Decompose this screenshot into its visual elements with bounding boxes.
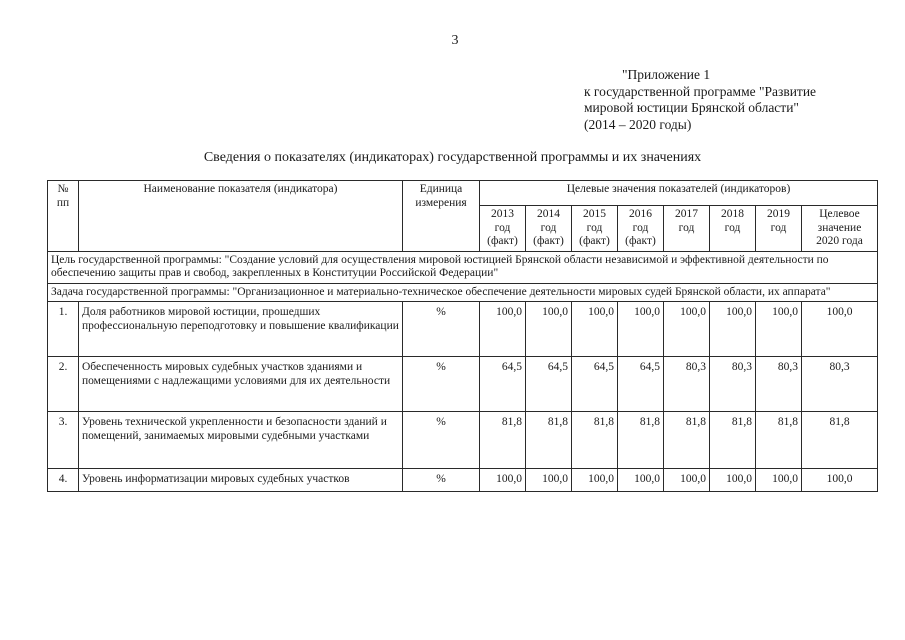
value-2018: 80,3 — [710, 357, 756, 412]
program-task: Задача государственной программы: "Организационное и материально-техническое обеспечение деятельности мировых судей Брянской области, их аппарата" — [48, 283, 878, 302]
header-target-2020 — [802, 206, 878, 252]
value-2016: 100,0 — [618, 469, 664, 492]
value-2019: 80,3 — [756, 357, 802, 412]
year-note: (факт) — [533, 235, 564, 247]
year-note: (факт) — [487, 235, 518, 247]
year-label: 2019 — [767, 208, 790, 220]
value-2018: 100,0 — [710, 469, 756, 492]
header-num: № пп — [48, 181, 79, 252]
value-2015: 81,8 — [572, 412, 618, 469]
appendix-line-3: мировой юстиции Брянской области" — [584, 100, 799, 115]
header-year-2015 — [572, 206, 618, 252]
value-target-2020: 80,3 — [802, 357, 878, 412]
indicator-unit: % — [403, 357, 480, 412]
value-2017: 80,3 — [664, 357, 710, 412]
header-row-1 — [48, 181, 878, 206]
indicator-unit: % — [403, 412, 480, 469]
year-word: год — [494, 221, 511, 234]
value-2016: 81,8 — [618, 412, 664, 469]
indicator-name: Доля работников мировой юстиции, прошедших профессиональную переподготовку и повышение квалификации — [79, 302, 403, 357]
table-row — [48, 357, 878, 412]
value-2019: 100,0 — [756, 302, 802, 357]
indicator-unit: % — [403, 302, 480, 357]
header-year-2017 — [664, 206, 710, 252]
year-note: 2020 года — [816, 235, 863, 247]
header-unit: Единица измерения — [403, 181, 480, 252]
year-word: год — [540, 221, 557, 234]
value-2014: 64,5 — [526, 357, 572, 412]
value-target-2020: 100,0 — [802, 302, 878, 357]
header-year-2018 — [710, 206, 756, 252]
indicator-name: Обеспеченность мировых судебных участков зданиями и помещениями с надлежащими условиями для их деятельности — [79, 357, 403, 412]
year-label: 2016 — [629, 208, 652, 220]
indicator-name: Уровень технической укрепленности и безопасности зданий и помещений, занимаемых мировыми судебными участками — [79, 412, 403, 469]
appendix-line-4: (2014 – 2020 годы) — [584, 116, 692, 132]
indicator-name: Уровень информатизации мировых судебных участков — [79, 469, 403, 492]
value-2018: 81,8 — [710, 412, 756, 469]
task-row — [48, 283, 878, 302]
header-year-2013 — [480, 206, 526, 252]
document-title: Сведения о показателях (индикаторах) государственной программы и их значениях — [203, 150, 702, 165]
value-2013: 100,0 — [480, 469, 526, 492]
value-2015: 100,0 — [572, 302, 618, 357]
indicator-unit: % — [403, 469, 480, 492]
table-row — [48, 302, 878, 357]
value-2016: 100,0 — [618, 302, 664, 357]
year-note: (факт) — [579, 235, 610, 247]
value-2019: 81,8 — [756, 412, 802, 469]
value-2019: 100,0 — [756, 469, 802, 492]
value-2016: 64,5 — [618, 357, 664, 412]
value-2013: 64,5 — [480, 357, 526, 412]
goal-row — [48, 251, 878, 283]
row-number: 4. — [48, 469, 79, 492]
value-2014: 81,8 — [526, 412, 572, 469]
table-row — [48, 469, 878, 492]
row-number: 2. — [48, 357, 79, 412]
year-word: год — [632, 221, 649, 234]
header-year-2014 — [526, 206, 572, 252]
year-word: год — [678, 221, 695, 234]
indicators-table — [47, 180, 878, 492]
value-target-2020: 100,0 — [802, 469, 878, 492]
value-2013: 81,8 — [480, 412, 526, 469]
year-label: 2014 — [537, 208, 560, 220]
row-number: 1. — [48, 302, 79, 357]
table-row — [48, 412, 878, 469]
program-goal: Цель государственной программы: "Создание условий для осуществления мировой юстицией Брянской области независимой и эффективной деятельности по обеспечению защиты прав и свобод, закрепленных в Конституции Российской Федерации" — [48, 251, 878, 283]
value-2018: 100,0 — [710, 302, 756, 357]
year-label: 2018 — [721, 208, 744, 220]
year-word: год — [770, 221, 787, 234]
value-2015: 64,5 — [572, 357, 618, 412]
value-2015: 100,0 — [572, 469, 618, 492]
year-word: значение — [817, 221, 862, 234]
value-2013: 100,0 — [480, 302, 526, 357]
year-label: 2013 — [491, 208, 514, 220]
header-name: Наименование показателя (индикатора) — [79, 181, 403, 252]
year-label: 2017 — [675, 208, 698, 220]
appendix-line-2: к государственной программе "Развитие — [584, 83, 817, 99]
value-2017: 81,8 — [664, 412, 710, 469]
value-2014: 100,0 — [526, 302, 572, 357]
page-number: 3 — [451, 33, 459, 48]
year-word: год — [586, 221, 603, 234]
header-year-2019 — [756, 206, 802, 252]
value-2014: 100,0 — [526, 469, 572, 492]
header-year-2016 — [618, 206, 664, 252]
year-word: год — [724, 221, 741, 234]
header-target-values: Целевые значения показателей (индикаторов) — [480, 181, 878, 206]
year-note: (факт) — [625, 235, 656, 247]
year-label: 2015 — [583, 208, 606, 220]
value-target-2020: 81,8 — [802, 412, 878, 469]
value-2017: 100,0 — [664, 302, 710, 357]
appendix-header — [584, 67, 816, 133]
appendix-line-1: "Приложение 1 — [622, 67, 711, 82]
value-2017: 100,0 — [664, 469, 710, 492]
year-label: Целевое — [819, 208, 860, 220]
row-number: 3. — [48, 412, 79, 469]
